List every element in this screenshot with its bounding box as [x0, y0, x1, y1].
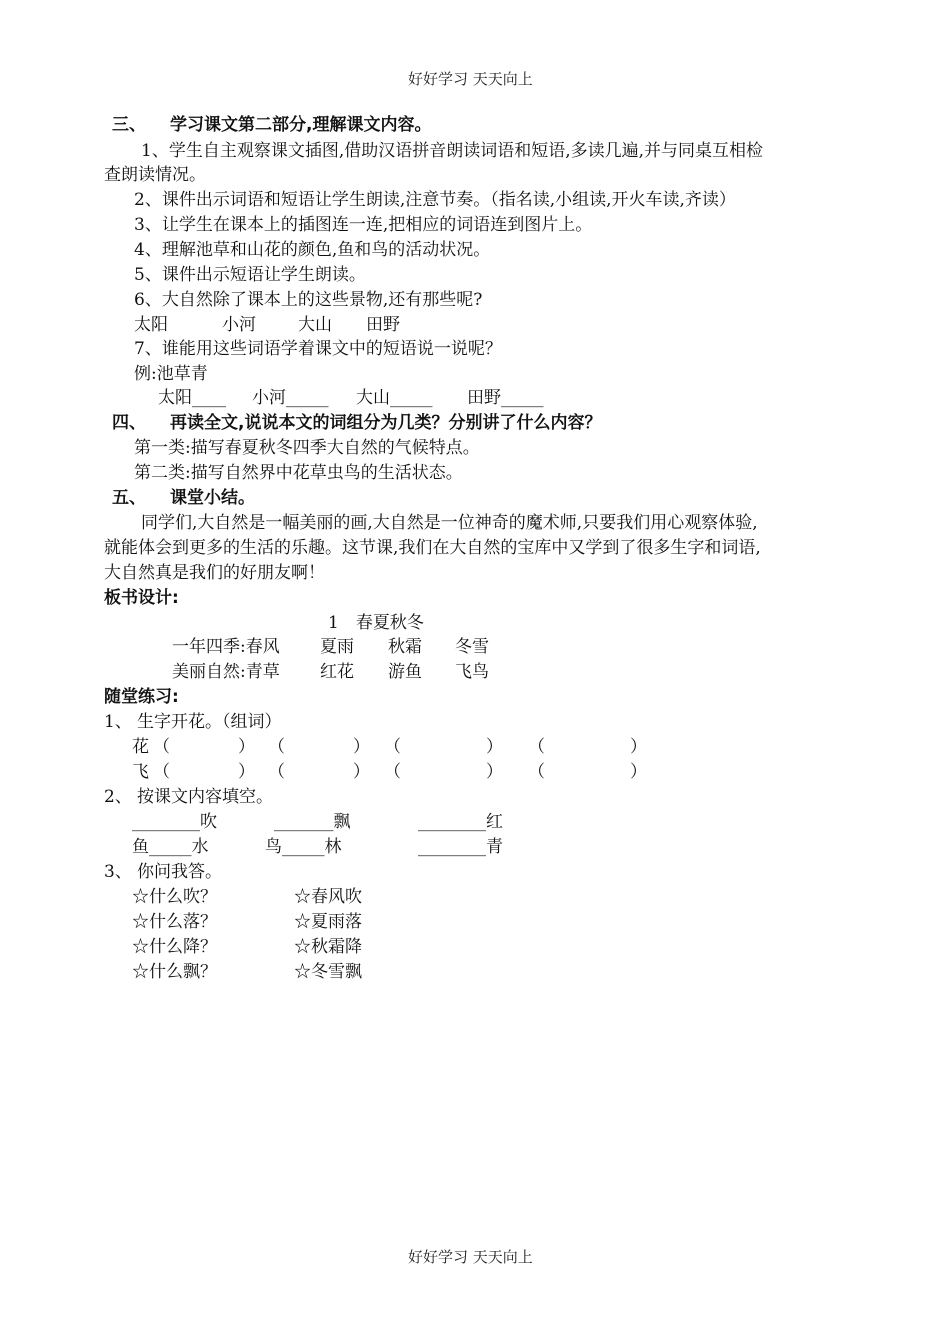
q1-row2-cell-1: （ ）	[153, 762, 255, 782]
section-5-number: 五、	[112, 488, 146, 508]
board-row2-c: 游鱼	[388, 662, 422, 682]
sec5-line-1: 同学们,大自然是一幅美丽的画,大自然是一位神奇的魔术师,只要我们用心观察体验,	[141, 513, 758, 533]
q1-row1-cell-4: （ ）	[528, 737, 647, 757]
section-3-number: 三、	[112, 115, 146, 135]
word-1: 太阳	[134, 315, 168, 335]
board-row1-d: 冬雪	[455, 637, 489, 657]
blank-1: 太阳____	[158, 388, 226, 408]
q1-row2-cell-3: （ ）	[384, 762, 503, 782]
sec3-item-3: 3、让学生在课本上的插图连一连,把相应的词语连到图片上。	[134, 215, 593, 235]
q1-row2-char: 飞	[132, 762, 149, 782]
page-header: 好好学习 天天向上	[408, 70, 533, 88]
q3-answer-3: ☆秋霜降	[294, 937, 362, 957]
board-label: 板书设计:	[104, 588, 179, 608]
q2-row1-a: ________吹	[132, 812, 217, 832]
q1-row2-cell-4: （ ）	[528, 762, 647, 782]
board-row1-c: 秋霜	[388, 637, 422, 657]
sec5-line-2: 就能体会到更多的生活的乐趣。这节课,我们在大自然的宝库中又学到了很多生字和词语,	[104, 538, 761, 558]
sec4-line-1: 第一类:描写春夏秋冬四季大自然的气候特点。	[134, 438, 480, 458]
sec4-line-2: 第二类:描写自然界中花草虫鸟的生活状态。	[134, 463, 463, 483]
board-row2-d: 飞鸟	[455, 662, 489, 682]
blank-2: 小河_____	[252, 388, 329, 408]
board-row2-b: 红花	[320, 662, 354, 682]
q3-question-1: ☆什么吹？	[132, 887, 217, 907]
q1-row1-cell-1: （ ）	[153, 737, 255, 757]
q3-question-2: ☆什么落？	[132, 912, 217, 932]
section-3-title: 学习课文第二部分,理解课文内容。	[170, 115, 432, 135]
q3-question-3: ☆什么降？	[132, 937, 217, 957]
blank-4: 田野_____	[467, 388, 544, 408]
q2-row2-c: ________青	[418, 837, 503, 857]
sec5-line-3: 大自然真是我们的好朋友啊！	[104, 563, 325, 583]
q2-number: 2、	[104, 787, 132, 807]
q2-text: 按课文内容填空。	[137, 787, 273, 807]
word-4: 田野	[366, 315, 400, 335]
word-2: 小河	[222, 315, 256, 335]
sec3-item-2: 2、课件出示词语和短语让学生朗读,注意节奏。（指名读,小组读,开火车读,齐读）	[134, 190, 736, 210]
section-4-title: 再读全文,说说本文的词组分为几类？分别讲了什么内容？	[170, 413, 602, 433]
board-row1-b: 夏雨	[320, 637, 354, 657]
board-title: 1 春夏秋冬	[328, 613, 424, 633]
q3-question-4: ☆什么飘？	[132, 962, 217, 982]
word-3: 大山	[298, 315, 332, 335]
sec3-item-1-cont: 查朗读情况。	[104, 165, 206, 185]
q3-answer-2: ☆夏雨落	[294, 912, 362, 932]
board-row2-a: 美丽自然:青草	[172, 662, 280, 682]
q2-row1-c: ________红	[418, 812, 503, 832]
page-footer: 好好学习 天天向上	[408, 1248, 533, 1266]
q3-answer-4: ☆冬雪飘	[294, 962, 362, 982]
q2-row1-b: _______飘	[274, 812, 351, 832]
q1-number: 1、	[104, 712, 132, 732]
practice-label: 随堂练习:	[104, 687, 179, 707]
board-row1-a: 一年四季:春风	[172, 637, 280, 657]
q3-number: 3、	[104, 862, 132, 882]
q2-row2-b: 鸟_____林	[265, 837, 342, 857]
section-4-number: 四、	[112, 413, 146, 433]
sec3-example: 例:池草青	[134, 364, 208, 384]
q1-row1-cell-2: （ ）	[268, 737, 370, 757]
sec3-item-1: 1、学生自主观察课文插图,借助汉语拼音朗读词语和短语,多读几遍,并与同桌互相检	[141, 141, 764, 161]
q3-text: 你问我答。	[137, 862, 222, 882]
sec3-item-6: 6、大自然除了课本上的这些景物,还有那些呢?	[134, 290, 483, 310]
q1-text: 生字开花。（组词）	[137, 712, 282, 732]
sec3-item-7: 7、谁能用这些词语学着课文中的短语说一说呢？	[134, 339, 502, 359]
sec3-item-4: 4、理解池草和山花的颜色,鱼和鸟的活动状况。	[134, 240, 491, 260]
q1-row2-cell-2: （ ）	[268, 762, 370, 782]
sec3-item-5: 5、课件出示短语让学生朗读。	[134, 265, 366, 285]
section-5-title: 课堂小结。	[170, 488, 255, 508]
q3-answer-1: ☆春风吹	[294, 887, 362, 907]
q1-row1-char: 花	[132, 737, 149, 757]
q1-row1-cell-3: （ ）	[384, 737, 503, 757]
q2-row2-a: 鱼_____水	[132, 837, 209, 857]
blank-3: 大山_____	[356, 388, 433, 408]
